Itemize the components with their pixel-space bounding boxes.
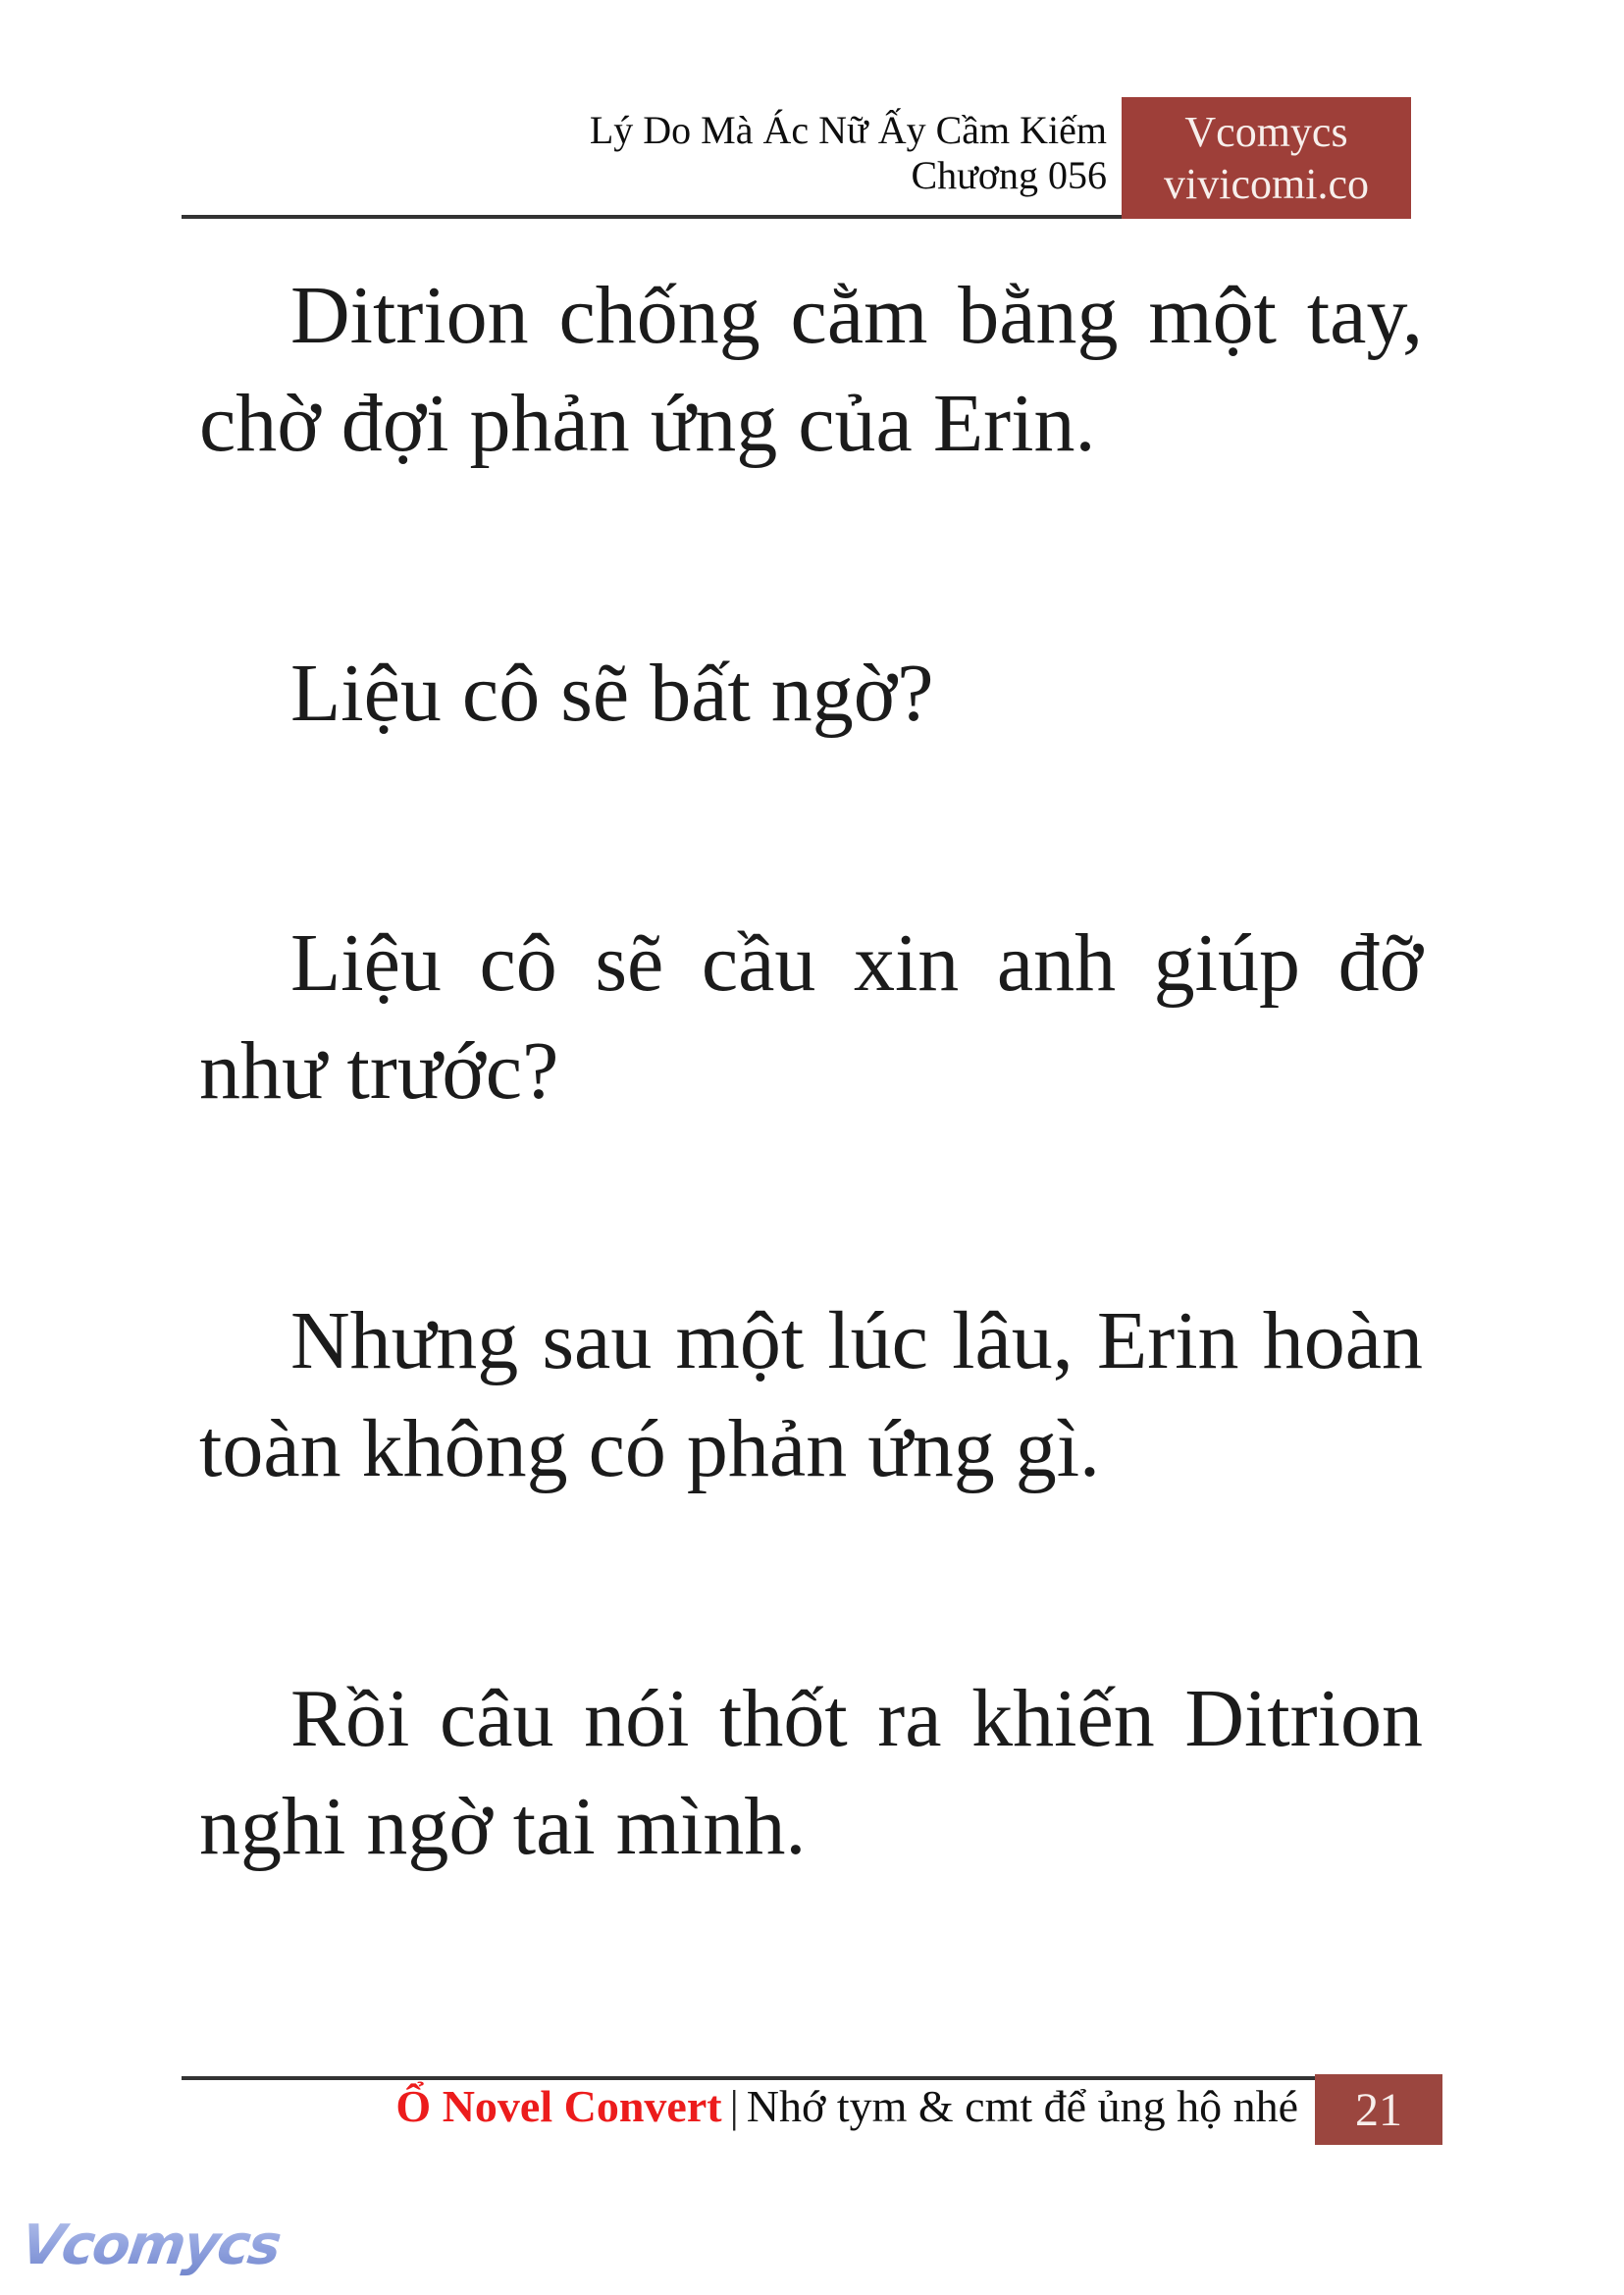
footer-credit xyxy=(395,2076,1298,2137)
page-number-badge xyxy=(1315,2074,1442,2145)
page-number: 21 xyxy=(1355,2083,1402,2136)
chapter-label: Chương 056 xyxy=(911,153,1107,197)
paragraph: Ditrion chống cằm bằng một tay, chờ đợi phản ứng của Erin. xyxy=(199,270,1423,469)
chapter-text xyxy=(199,262,1423,2043)
header-title-block xyxy=(590,108,1107,198)
translator-brand: Ổ Novel Convert xyxy=(395,2081,722,2131)
series-title: Lý Do Mà Ác Nữ Ấy Cầm Kiếm xyxy=(589,108,1107,152)
vcomycs-watermark-logo: Vcomycs xyxy=(17,2214,284,2277)
paragraph: Liệu cô sẽ bất ngờ? xyxy=(290,648,934,739)
paragraph: Liệu cô sẽ cầu xin anh giúp đỡ như trước? xyxy=(199,917,1423,1117)
footer-separator: | xyxy=(729,2081,739,2131)
paragraph: Nhưng sau một lúc lâu, Erin hoàn toàn không có phản ứng gì. xyxy=(199,1295,1423,1494)
publisher-site: vivicomi.co xyxy=(1164,160,1369,208)
paragraph: Rồi câu nói thốt ra khiến Ditrion nghi ngờ tai mình. xyxy=(199,1673,1423,1872)
publisher-badge xyxy=(1122,97,1411,219)
support-message: Nhớ tym & cmt để ủng hộ nhé xyxy=(746,2081,1298,2131)
publisher-name: Vcomycs xyxy=(1184,108,1348,156)
